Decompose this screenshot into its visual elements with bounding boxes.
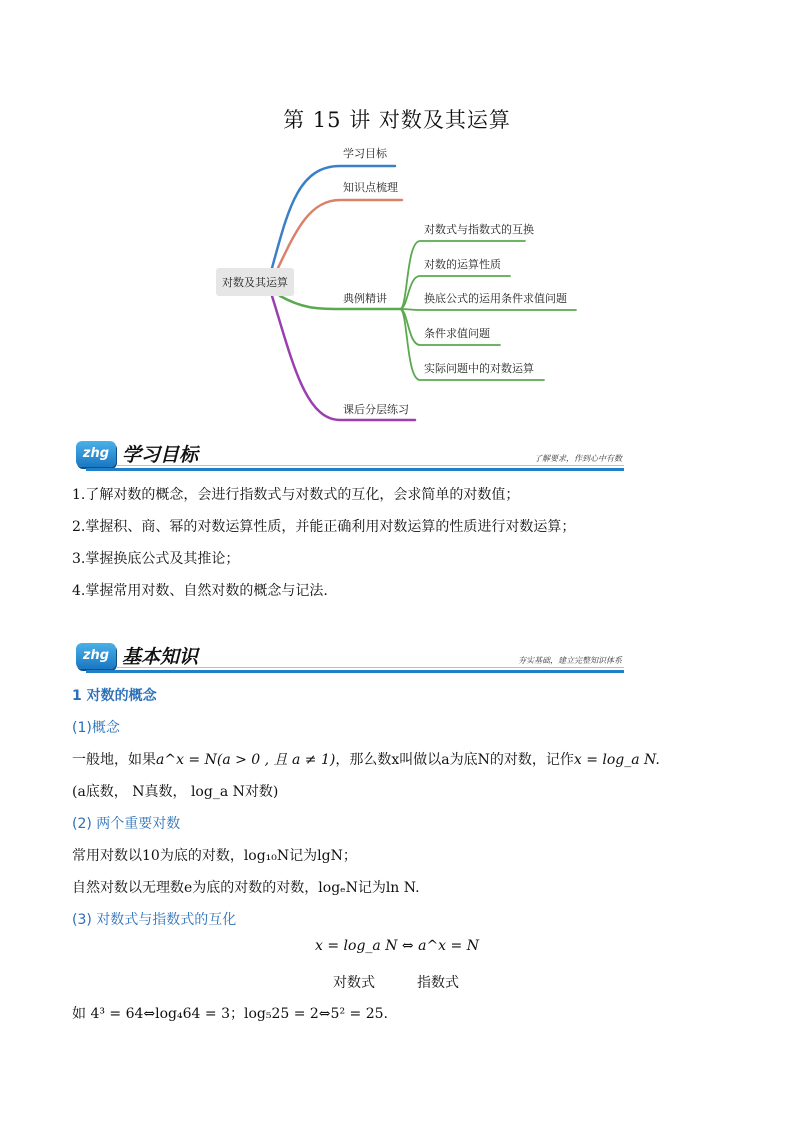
section-banner-knowledge <box>76 640 624 676</box>
section-motto: 了解要求，作到心中有数 <box>534 454 622 463</box>
zhg-badge-icon: zhg <box>76 441 116 467</box>
mindmap-leaf: 实际问题中的对数运算 <box>424 362 534 375</box>
equivalence-formula: x = log_a N ⇔ a^x = N <box>315 938 479 954</box>
goal-item: 3.掌握换底公式及其推论； <box>72 551 240 567</box>
goal-item: 1.了解对数的概念，会进行指数式与对数式的互化，会求简单的对数值； <box>72 487 520 503</box>
names-line: (a底数， N真数， log_a N对数) <box>72 784 279 800</box>
section-heading: 基本知识 <box>122 646 199 668</box>
mindmap-leaf: 换底公式的运用条件求值问题 <box>424 292 567 305</box>
mindmap-leaf: 条件求值问题 <box>424 327 490 340</box>
goal-item: 4.掌握常用对数、自然对数的概念与记法. <box>72 583 328 599</box>
subheading: (1)概念 <box>72 720 120 736</box>
subheading: 1 对数的概念 <box>72 688 157 704</box>
goal-item: 2.掌握积、商、幂的对数运算性质，并能正确利用对数运算的性质进行对数运算； <box>72 519 576 535</box>
common-log-line: 常用对数以10为底的对数，log₁₀N记为lgN； <box>72 848 357 864</box>
mindmap-branch-knowledge: 知识点梳理 <box>343 181 398 194</box>
subheading: (3) 对数式与指数式的互化 <box>72 912 237 928</box>
concept-condition: a^x = N(a > 0 , 且 a ≠ 1) <box>156 752 336 768</box>
section-banner-goals <box>76 438 624 474</box>
branch-line-knowledge <box>278 200 402 268</box>
equiv-label-exp: 指数式 <box>417 975 459 991</box>
section-motto: 夯实基础，建立完整知识体系 <box>518 656 622 665</box>
zhg-badge-icon: zhg <box>76 643 116 669</box>
natural-log-line: 自然对数以无理数e为底的对数的对数，logₑN记为ln N. <box>72 880 420 896</box>
mindmap-root: 对数及其运算 <box>222 276 288 289</box>
concept-formula: x = log_a N. <box>573 752 660 768</box>
mindmap-branch-homework: 课后分层练习 <box>343 403 409 416</box>
mindmap-branch-examples: 典例精讲 <box>343 292 387 305</box>
concept-paragraph: 一般地，如果a^x = N(a > 0 , 且 a ≠ 1)，那么数x叫做以a为底N的对数，记作x = log_a N. <box>72 752 660 768</box>
mindmap-leaf: 对数式与指数式的互换 <box>424 223 534 236</box>
section-heading: 学习目标 <box>122 444 199 466</box>
subheading: (2) 两个重要对数 <box>72 816 181 832</box>
mindmap-branch-goals: 学习目标 <box>343 147 387 160</box>
mindmap-leaf: 对数的运算性质 <box>424 258 501 271</box>
example-line: 如 4³ = 64⇔log₄64 = 3；log₅25 = 2⇔5² = 25. <box>72 1006 388 1022</box>
equiv-label-log: 对数式 <box>333 975 375 991</box>
mindmap <box>210 140 610 430</box>
branch-line-homework <box>272 296 415 420</box>
page-title: 第 15 讲 对数及其运算 <box>283 108 511 132</box>
